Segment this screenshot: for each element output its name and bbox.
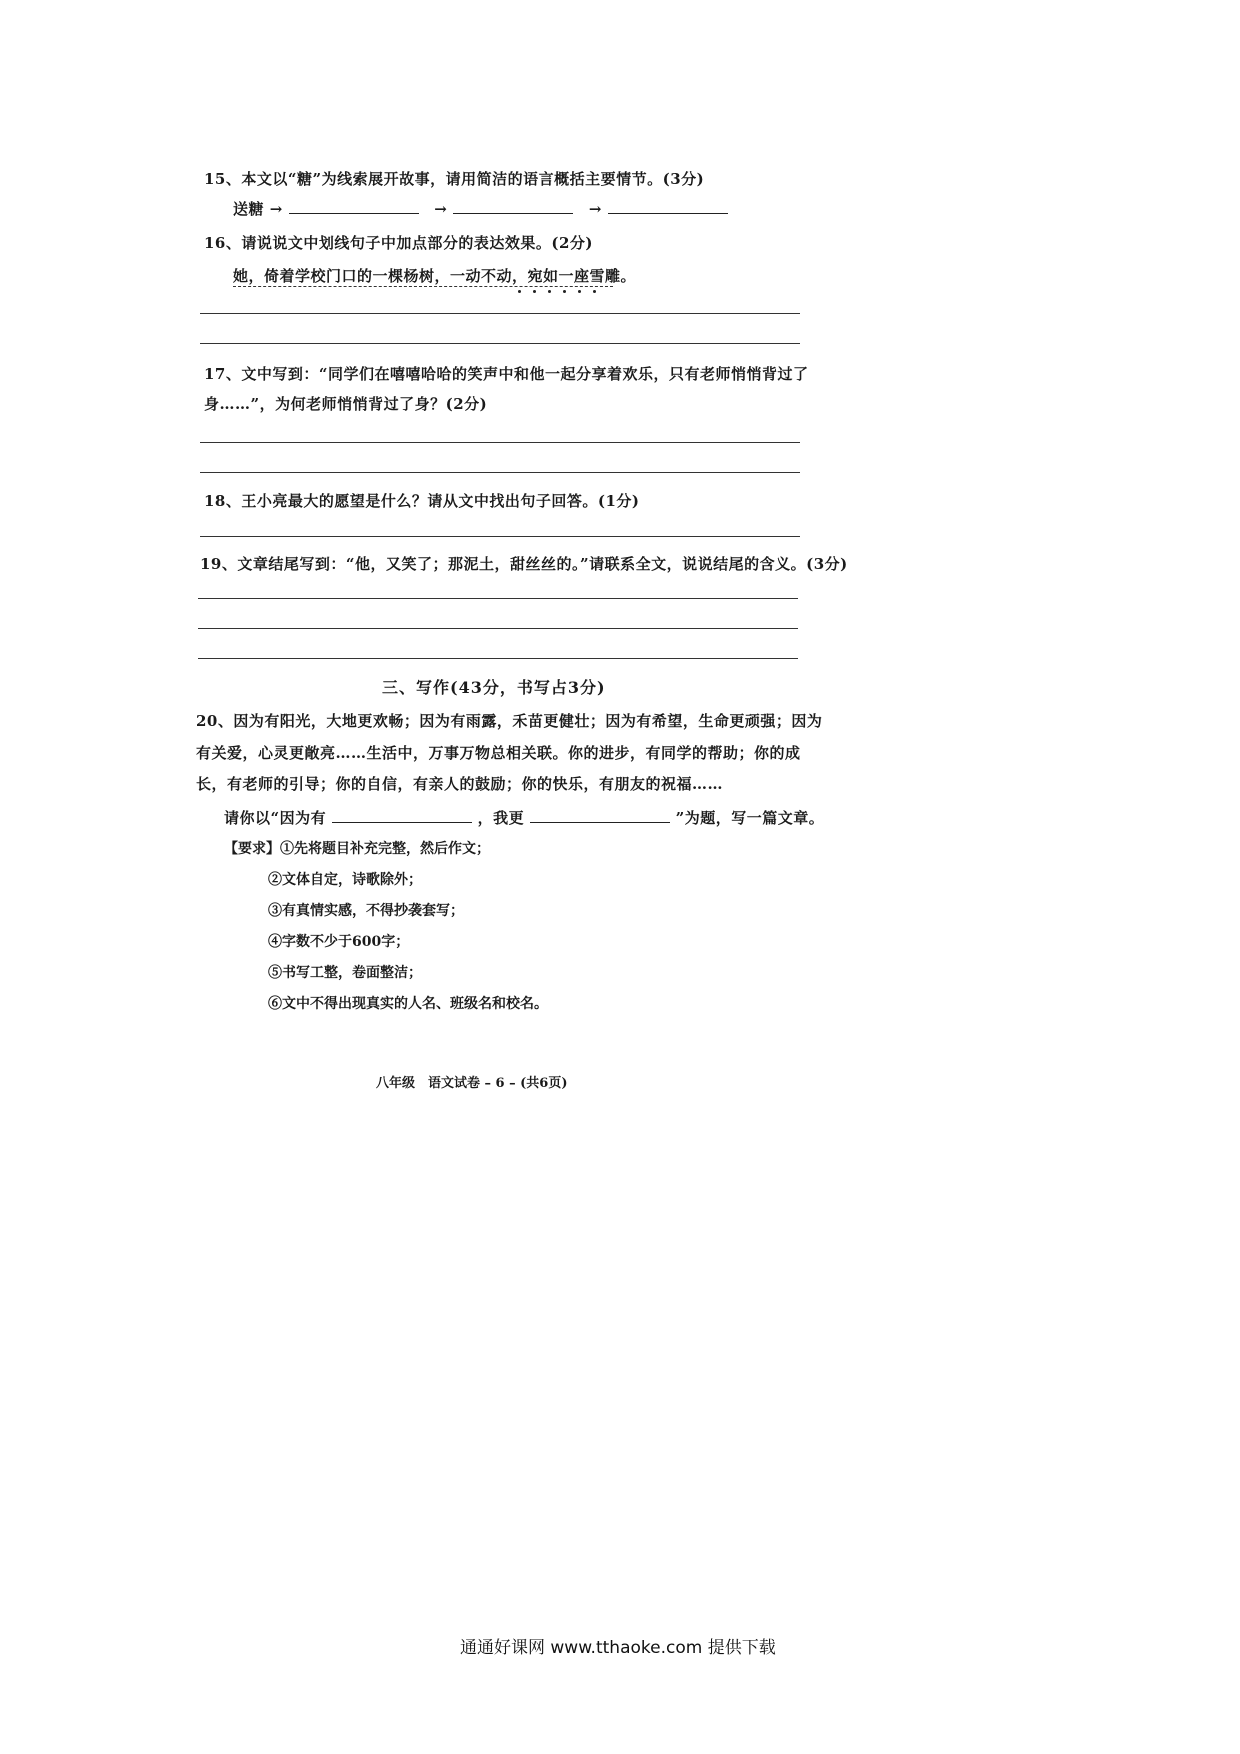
q15-arrow-3: →: [588, 200, 602, 218]
q15-arrow-1: →: [269, 200, 283, 218]
q16-sentence: 她，倚着学校门口的一棵杨树，一动不动，宛如一座雪雕。: [233, 267, 637, 285]
emphasis-dot: [593, 290, 596, 293]
q20-line-3: 长，有老师的引导；你的自信，有亲人的鼓励；你的快乐，有朋友的祝福……: [196, 775, 724, 793]
q17-question-line-2: 身……”，为何老师悄悄背过了身？(2分): [204, 395, 488, 413]
q20-title-blank-1[interactable]: [332, 808, 472, 823]
q20-line-2: 有关爱，心灵更敞亮……生活中，万事万物总相关联。你的进步，有同学的帮助；你的成: [196, 744, 801, 762]
page-footer: 八年级 语文试卷 – 6 – (共6页): [376, 1076, 568, 1091]
q20-title-prompt: [224, 807, 824, 828]
q15-arrow-2: →: [434, 200, 448, 218]
q17-answer-line-1[interactable]: [200, 442, 800, 443]
source-watermark: 通通好课网 www.tthaoke.com 提供下载: [460, 1638, 776, 1658]
q16-answer-line-2[interactable]: [200, 343, 800, 344]
emphasis-dot: [533, 290, 536, 293]
q20-requirement-3: ③有真情实感，不得抄袭套写；: [268, 903, 464, 919]
q19-answer-line-3[interactable]: [198, 658, 798, 659]
section-3-title: 三、写作(43分，书写占3分): [382, 678, 606, 697]
q20-title-blank-2[interactable]: [530, 808, 670, 823]
q20-requirement-5: ⑤书写工整，卷面整洁；: [268, 965, 422, 981]
q20-requirement-4: ④字数不少于600字；: [268, 934, 410, 950]
q17-question-line-1: 17、文中写到：“同学们在嘻嘻哈哈的笑声中和他一起分享着欢乐，只有老师悄悄背过了: [204, 365, 809, 383]
q20-requirement-2: ②文体自定，诗歌除外；: [268, 872, 422, 888]
emphasis-dot: [578, 290, 581, 293]
emphasis-dot: [563, 290, 566, 293]
emphasis-dot: [548, 290, 551, 293]
q20-requirement-6: ⑥文中不得出现真实的人名、班级名和校名。: [268, 996, 548, 1012]
q20-prompt-part-a: 请你以“因为有: [224, 809, 327, 827]
q15-blank-1[interactable]: [289, 199, 419, 214]
q16-sentence-underline: [233, 286, 613, 287]
q15-plot-chain: [233, 198, 728, 219]
q19-answer-line-1[interactable]: [198, 598, 798, 599]
q15-start-label: 送糖: [233, 200, 265, 218]
q16-question: 16、请说说文中划线句子中加点部分的表达效果。(2分): [204, 234, 594, 252]
q20-requirement-1: 【要求】①先将题目补充完整，然后作文；: [224, 841, 490, 857]
q19-question: 19、文章结尾写到：“他，又笑了；那泥土，甜丝丝的。”请联系全文，说说结尾的含义。(3分): [200, 555, 848, 573]
q15-blank-2[interactable]: [453, 199, 573, 214]
q16-answer-line-1[interactable]: [200, 313, 800, 314]
q20-line-1: 20、因为有阳光，大地更欢畅；因为有雨露，禾苗更健壮；因为有希望，生命更顽强；因为: [196, 712, 823, 730]
q19-answer-line-2[interactable]: [198, 628, 798, 629]
q18-question: 18、王小亮最大的愿望是什么？请从文中找出句子回答。(1分): [204, 492, 640, 510]
q17-answer-line-2[interactable]: [200, 472, 800, 473]
q20-prompt-part-b: ，我更: [477, 809, 525, 827]
q18-answer-line[interactable]: [200, 536, 800, 537]
q15-question: 15、本文以“糖”为线索展开故事，请用简洁的语言概括主要情节。(3分): [204, 170, 705, 188]
emphasis-dot: [518, 290, 521, 293]
q15-blank-3[interactable]: [608, 199, 728, 214]
q20-prompt-part-c: ”为题，写一篇文章。: [675, 809, 825, 827]
